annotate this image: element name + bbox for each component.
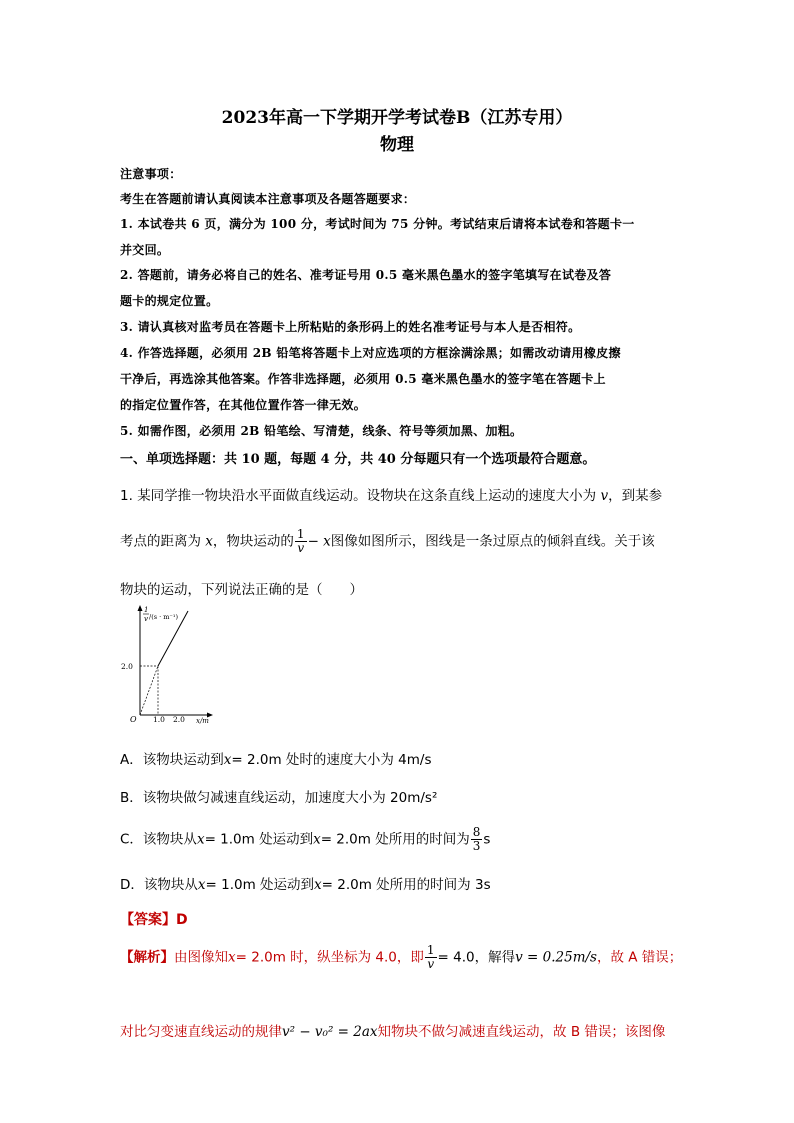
explanation-line-2: 对比匀变速直线运动的规律v² − v₀² = 2ax知物块不做匀减速直线运动，故 B 错误；该图像 — [120, 1024, 666, 1040]
y-label-den: v — [144, 615, 148, 623]
note-4b: 干净后，再选涂其他答案。作答非选择题，必须用 0.5 毫米黑色墨水的签字笔在答题卡上 — [120, 372, 606, 386]
x-tick-1: 1.0 — [153, 715, 165, 724]
origin-label: O — [130, 715, 137, 724]
option-b: B．该物块做匀减速直线运动，加速度大小为 20m/s² — [120, 790, 438, 806]
y-axis-arrow — [138, 605, 143, 611]
inverse-v-fraction: $\frac{1}{v}$ — [296, 527, 305, 555]
question-line-1: 1. 某同学推一物块沿水平面做直线运动。设物块在这条直线上运动的速度大小为 v，到某参 — [120, 488, 663, 504]
note-4c: 的指定位置作答，在其他位置作答一律无效。 — [120, 398, 367, 412]
question-line-3: 物块的运动，下列说法正确的是（ ） — [120, 582, 363, 598]
note-2b: 题卡的规定位置。 — [120, 294, 219, 308]
exam-title: 2023年高一下学期开学考试卷B（江苏专用） — [221, 108, 573, 128]
eight-thirds-fraction: $\frac{8}{3}$ — [472, 825, 481, 853]
answer: 【答案】D — [120, 912, 188, 928]
option-d: D．该物块从x= 1.0m 处运动到x= 2.0m 处所用的时间为 3s — [120, 877, 491, 893]
notes-intro: 考生在答题前请认真阅读本注意事项及各题答题要求： — [120, 192, 416, 206]
question-line-2: 考点的距离为 x，物块运动的 $\frac{1}{v}$ − x图像如图所示，图线是一条过原点的倾斜直线。关于该 — [120, 527, 655, 555]
notes-heading: 注意事项： — [120, 167, 182, 181]
option-c: C．该物块从x= 1.0m 处运动到x= 2.0m 处所用的时间为 $\frac{8}{3}$ s — [120, 825, 491, 853]
section-heading: 一、单项选择题：共 10 题，每题 4 分，共 40 分每题只有一个选项最符合题意。 — [120, 452, 596, 467]
option-a: A．该物块运动到x= 2.0m 处时的速度大小为 4m/s — [120, 752, 432, 768]
subject-title: 物理 — [380, 135, 414, 155]
question-number: 1. — [120, 488, 133, 504]
y-label-num: 1 — [144, 606, 149, 614]
y-axis-label: /(s · m⁻¹) — [149, 613, 178, 621]
x-axis-label: x/m — [196, 717, 209, 725]
x-tick-2: 2.0 — [173, 715, 185, 724]
explanation-line-1: 【解析】由图像知x= 2.0m 时，纵坐标为 4.0，即 $\frac{1}{v}$ = 4.0，解得v = 0.25m/s，故 A 错误； — [120, 943, 683, 971]
note-4a: 4. 作答选择题，必须用 2B 铅笔将答题卡上对应选项的方框涂满涂黑；如需改动请用橡皮擦 — [120, 346, 621, 360]
note-1b: 并交回。 — [120, 243, 170, 257]
y-tick-2: 2.0 — [121, 662, 133, 671]
inverse-v-x-graph — [118, 603, 218, 725]
note-3: 3. 请认真核对监考员在答题卡上所粘贴的条形码上的姓名准考证号与本人是否相符。 — [120, 320, 581, 334]
line-dashed-segment — [140, 666, 158, 715]
note-2a: 2. 答题前，请务必将自己的姓名、准考证号用 0.5 毫米黑色墨水的签字笔填写在试卷及答 — [120, 268, 612, 282]
inverse-v-fraction-2: $\frac{1}{v}$ — [426, 943, 435, 971]
note-5: 5. 如需作图，必须用 2B 铅笔绘、写清楚，线条、符号等须加黑、加粗。 — [120, 424, 523, 438]
note-1a: 1. 本试卷共 6 页，满分为 100 分，考试时间为 75 分钟。考试结束后请将本试卷和答题卡一 — [120, 217, 635, 231]
